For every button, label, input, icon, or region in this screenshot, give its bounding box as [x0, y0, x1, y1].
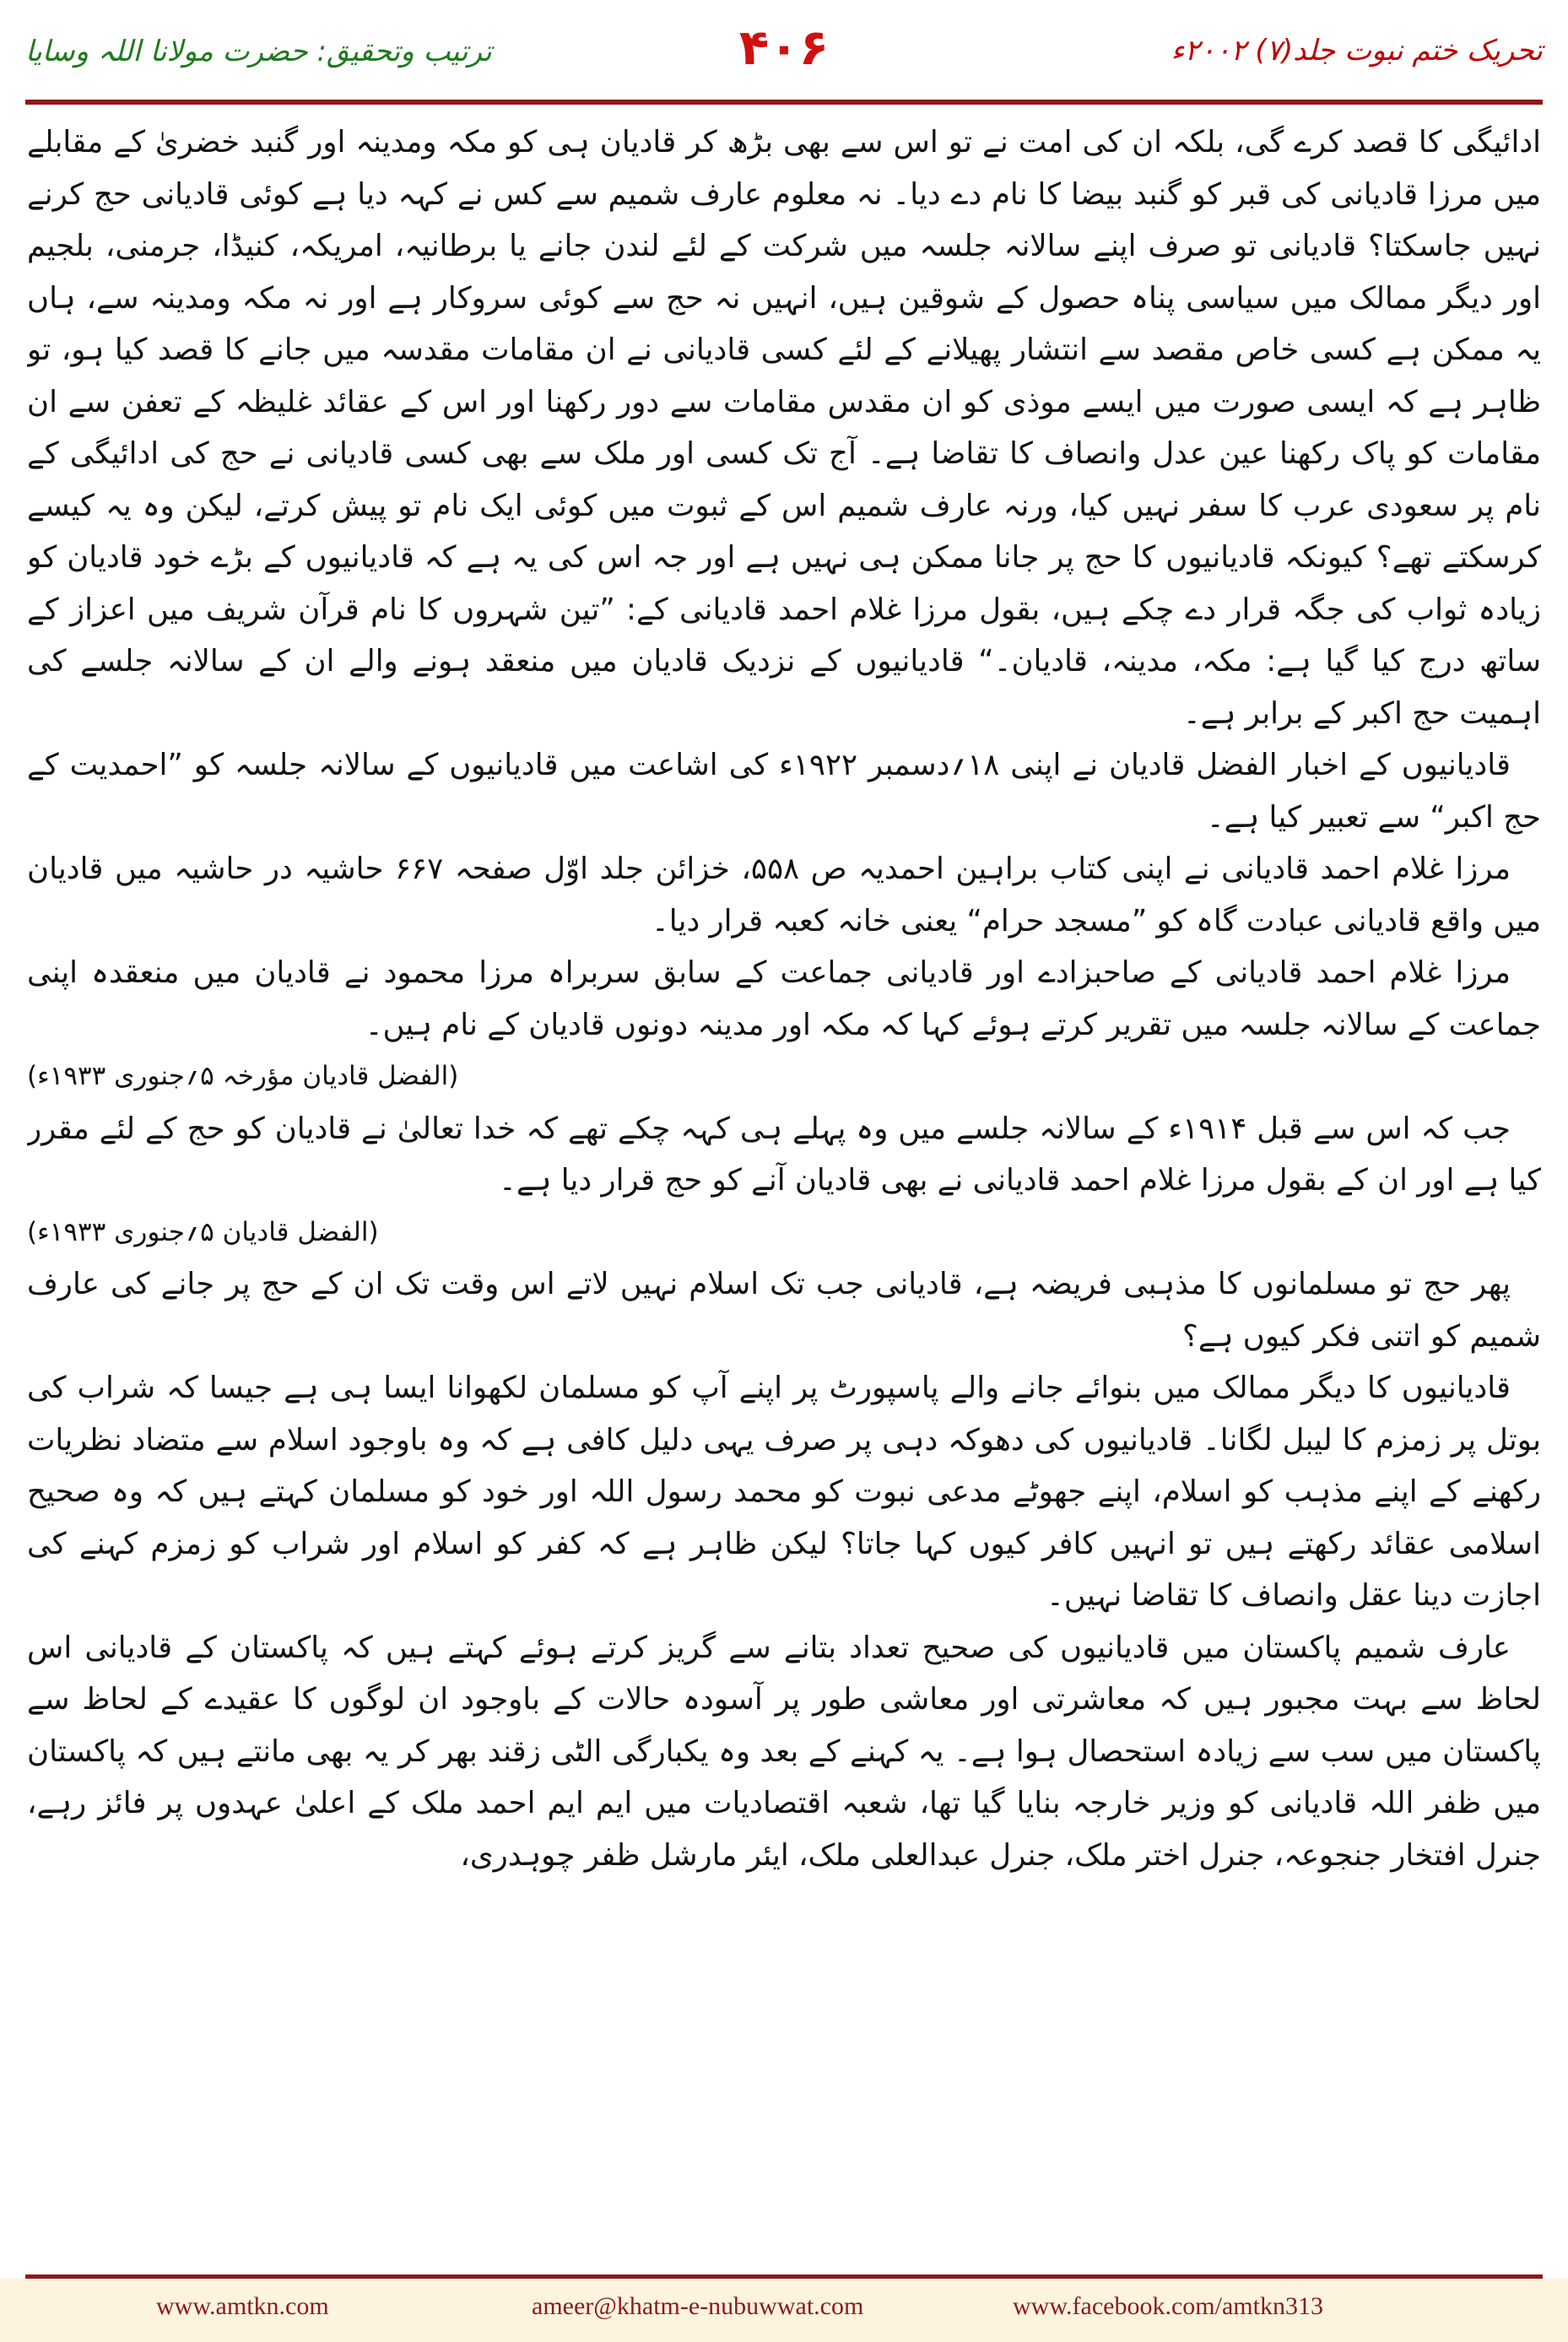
- website-link[interactable]: www.amtkn.com: [156, 2292, 329, 2320]
- facebook-link[interactable]: www.facebook.com/amtkn313: [1013, 2292, 1323, 2320]
- page-body: [27, 116, 1541, 2243]
- paragraph-1: ادائیگی کا قصد کرے گی، بلکہ ان کی امت نے تو اس سے بھی بڑھ کر قادیان ہی کو مکہ ومدینہ اور گنبد خضریٰ کے مقابلے میں مرزا قادیانی کی قبر کو گنبد بیضا کا نام دے دیا۔ نہ معلوم عارف شمیم سے کس نے کہہ دیا ہے کوئی قادیانی حج کرنے نہیں جاسکتا؟ قادیانی تو صرف اپنے سالانہ جلسہ میں شرکت کے لئے لندن جانے یا برطانیہ، امریکہ، کنیڈا، جرمنی، بلجیم اور دیگر ممالک میں سیاسی پناہ حصول کے شوقین ہیں، انہیں نہ حج سے کوئی سروکار ہے اور نہ مکہ ومدینہ سے، ہاں یہ ممکن ہے کسی خاص مقصد سے انتشار پھیلانے کے لئے کسی قادیانی نے ان مقامات مقدسہ میں جانے کا قصد کیا ہو، تو ظاہر ہے کہ ایسی صورت میں ایسے موذی کو ان مقدس مقامات سے دور رکھنا اور اس کے عقائد غلیظہ کے تعفن سے ان مقامات کو پاک رکھنا عین عدل وانصاف کا تقاضا ہے۔ آج تک کسی اور ملک سے بھی کسی قادیانی نے حج کی ادائیگی کے نام پر سعودی عرب کا سفر نہیں کیا، ورنہ عارف شمیم اس کے ثبوت میں کوئی ایک نام تو پیش کرتے، لیکن وہ یہ کیسے کرسکتے تھے؟ کیونکہ قادیانیوں کا حج پر جانا ممکن ہی نہیں ہے اور جہ اس کی یہ ہے کہ قادیانیوں کے بڑے خود قادیان کو زیادہ ثواب کی جگہ قرار دے چکے ہیں، بقول مرزا غلام احمد قادیانی کے: ”تین شہروں کا نام قرآن شریف میں اعزاز کے ساتھ درج کیا گیا ہے: مکہ، مدینہ، قادیان۔“ قادیانیوں کے نزدیک قادیان میں منعقد ہونے والے ان کے سالانہ جلسے کی اہمیت حج اکبر کے برابر ہے۔: [27, 125, 1541, 731]
- page-number: ۴۰۶: [738, 19, 830, 76]
- paragraph-5: جب کہ اس سے قبل ۱۹۱۴ء کے سالانہ جلسے میں وہ پہلے ہی کہہ چکے تھے کہ خدا تعالیٰ نے قادیان کو حج کے لئے مقرر کیا ہے اور ان کے بقول مرزا غلام احمد قادیانی نے بھی قادیان آنے کو حج قرار دیا ہے۔: [27, 1111, 1541, 1198]
- paragraph-7: قادیانیوں کا دیگر ممالک میں بنوائے جانے والے پاسپورٹ پر اپنے آپ کو مسلمان لکھوانا ایسا ہی ہے جیسا کہ شراب کی بوتل پر زمزم کا لیبل لگانا۔ قادیانیوں کی دھوکہ دہی پر صرف یہی دلیل کافی ہے کہ وہ باوجود اسلام سے متضاد نظریات رکھنے کے اپنے مذہب کو اسلام، اپنے جھوٹے مدعی نبوت کو محمد رسول اللہ اور خود کو مسلمان کہتے ہیں کہ وہ صحیح اسلامی عقائد رکھتے ہیں تو انہیں کافر کیوں کہا جاتا؟ لیکن ظاہر ہے کہ کفر کو اسلام اور شراب کو زمزم کہنے کی اجازت دینا عقل وانصاف کا تقاضا نہیں۔: [27, 1371, 1541, 1613]
- reference-line-2: [27, 1207, 1541, 1259]
- header-divider: [25, 100, 1543, 105]
- page-header: [0, 0, 1568, 101]
- paragraph-4: مرزا غلام احمد قادیانی کے صاحبزادے اور قادیانی جماعت کے سابق سربراہ مرزا محمود نے قادیان میں منعقدہ اپنی جماعت کے سالانہ جلسہ میں تقریر کرتے ہوئے کہا کہ مکہ اور مدینہ دونوں قادیان کے نام ہیں۔: [27, 955, 1541, 1042]
- email-link[interactable]: ameer@khatm-e-nubuwwat.com: [532, 2292, 864, 2320]
- page-footer: [0, 2279, 1568, 2342]
- paragraph-6: پھر حج تو مسلمانوں کا مذہبی فریضہ ہے، قادیانی جب تک اسلام نہیں لاتے اس وقت تک ان کے حج پر جانے کی عارف شمیم کو اتنی فکر کیوں ہے؟: [27, 1267, 1541, 1354]
- paragraph-8: عارف شمیم پاکستان میں قادیانیوں کی صحیح تعداد بتانے سے گریز کرتے ہوئے کہتے ہیں کہ پاکستان کے قادیانی اس لحاظ سے بہت مجبور ہیں کہ معاشرتی اور معاشی طور پر آسودہ حالات کے باوجود ان لوگوں کا عقیدے کے لحاظ سے پاکستان میں سب سے زیادہ استحصال ہوا ہے۔ یہ کہنے کے بعد وہ یکبارگی الٹی زقند بھر کر یہ بھی مانتے ہیں کہ پاکستان میں ظفر اللہ قادیانی کو وزیر خارجہ بنایا گیا تھا، شعبہ اقتصادیات میں ایم ایم احمد ملک کے اعلیٰ عہدوں پر فائز رہے، جنرل افتخار جنجوعہ، جنرل اختر ملک، جنرل عبدالعلی ملک، ایئر مارشل ظفر چوہدری،: [27, 1630, 1541, 1873]
- paragraph-3: مرزا غلام احمد قادیانی نے اپنی کتاب براہین احمدیہ ص ۵۵۸، خزائن جلد اوّل صفحہ ۶۶۷ حاشیہ در حاشیہ میں قادیان میں واقع قادیانی عبادت گاہ کو ”مسجد حرام“ یعنی خانہ کعبہ قرار دیا۔: [27, 852, 1541, 938]
- paragraph-2: قادیانیوں کے اخبار الفضل قادیان نے اپنی ۱۸؍دسمبر ۱۹۲۲ء کی اشاعت میں قادیانیوں کے سالانہ جلسہ کو ”احمدیت کے حج اکبر“ سے تعبیر کیا ہے۔: [27, 748, 1541, 835]
- reference-line-1: [27, 1051, 1541, 1103]
- compiler-credit: ترتیب وتحقیق: حضرت مولانا اللہ وسایا: [25, 35, 492, 68]
- citation-alfazl-2: (الفضل قادیان ۵؍جنوری ۱۹۳۳ء): [27, 1216, 379, 1247]
- book-title: تحریک ختم نبوت جلد(۷) ۲۰۰۲ء: [1171, 34, 1543, 68]
- citation-alfazl-1: (الفضل قادیان مؤرخہ ۵؍جنوری ۱۹۳۳ء): [27, 1061, 459, 1091]
